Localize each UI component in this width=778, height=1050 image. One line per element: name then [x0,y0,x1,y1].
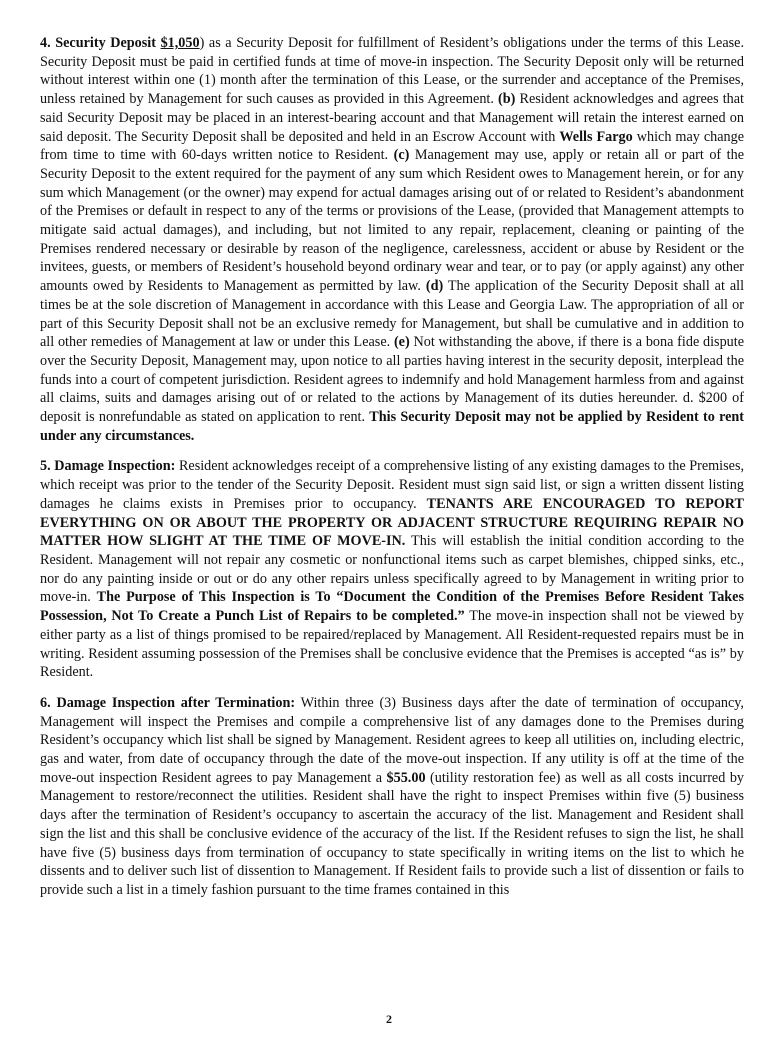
body-text: Management may use, apply or retain all or part of the Security Deposit to the extent required for the payment of any sum which Resident owes to Management herein, or for any sum which Management (or the owner) may expend for actual damages arising out of or related to Resident’s abandonment of the Premises or default in respect to any of the terms or provisions of the Lease, (provided that Management attempts to mitigate said actual damages), and including, but not limited to any repair, replacement, cleaning or painting of the Premises rendered necessary or desirable by reason of the negligence, carelessness, accident or abuse by Resident or the invitees, guests, or members of Resident’s household beyond ordinary wear and tear, or to pay (or apply against) any other amounts owed by Residents to Management as permitted by law. [40,147,745,295]
deposit-amount: $1,050 [160,35,200,51]
body-text: This will establish the initial condition according to the Resident. Management will not repair any cosmetic or nonfunctional items such as carpet blemishes, chipped sinks, etc., nor do any painting inside or out or do any other repairs unless specifically agreed to by Management in writing prior to move-in. [40,533,744,606]
body-text: Within three (3) Business days after the date of termination of occupancy, Management will inspect the Premises and compile a comprehensive list of any damages done to the Premises during Resident’s occupancy which list shall be signed by Management. Resident agrees to keep all utilities on, including electric, gas and water, from date of occupancy through the date of the move-out inspection. If any utility is off at the time of the move-out inspection Resident agrees to pay Management a [40,694,744,786]
emphasis-text: TENANTS ARE ENCOURAGED TO REPORT EVERYTHING ON OR ABOUT THE PROPERTY OR ADJACENT STRUCTURE REQUIRING REPAIR NO MATTER HOW SLIGHT AT THE TIME OF MOVE-IN. [40,495,744,550]
clause-label: (b) [498,91,516,108]
bank-name: Wells Fargo [559,128,633,145]
document-page [40,34,744,912]
body-text: Resident acknowledges and agrees that said Security Deposit may be placed in an interest-bearing account and that Management will retain the interest earned on said deposit. The Security Deposit shall be deposited and held in an Escrow Account with [40,91,744,145]
section-heading: 4. Security Deposit [40,35,156,51]
body-text: which may change from time to time with 60-days written notice to Resident. [40,128,744,164]
section-security-deposit [40,34,744,445]
emphasis-text: This Security Deposit may not be applied by Resident to rent under any circumstances. [40,409,745,444]
clause-label: (e) [393,334,410,351]
clause-label: (c) [393,147,410,164]
section-heading: 6. Damage Inspection after Termination: [40,694,296,711]
body-text: The application of the Security Deposit shall at all times be at the sole discretion of Management in accordance with this Lease and Georgia Law. The appropriation of all or part of this Security Deposit shall not be an exclusive remedy for Management, but shall be cumulative and in addition to all other remedies of Management at law or under this Lease. [40,278,745,351]
body-text: Resident acknowledges receipt of a comprehensive listing of any existing damages to the Premises, which receipt was prior to the tender of the Security Deposit. Resident must sign said list, or sign a written dissent listing damages he claims exists in Premises prior to occupancy. [40,458,745,512]
section-damage-inspection [40,457,744,681]
emphasis-text: The Purpose of This Inspection is To “Document the Condition of the Premises Before Resident Takes Possession, Not To Create a Punch List of Repairs to be completed.” [40,589,745,625]
page-number: 2 [386,1012,392,1026]
body-text: ) as a Security Deposit for fulfillment of Resident’s obligations under the terms of this Lease. Security Deposit must be paid in certified funds at time of move-in inspection. The Security Deposit only will be returned without interest within one (1) month after the termination of this Lease, or the surrender and acceptance of the Premises, unless retained by Management for such causes as provided in this Agreement. [40,35,744,108]
body-text: The move-in inspection shall not be viewed by either party as a list of things promised to be repaired/replaced by Management. All Resident-requested repairs must be in writing. Resident assuming possession of the Premises shall be conclusive evidence that the Premises is accepted “as is” by Resident. [40,608,744,681]
clause-label: (d) [425,278,444,295]
body-text: (utility restoration fee) as well as all costs incurred by Management to restore/reconnect the utilities. Resident shall have the right to inspect Premises within five (5) business days after the termination of Resident’s occupancy to ascertain the accuracy of the list. Management and Resident shall sign the list and this shall be conclusive evidence of the accuracy of the list. If the Resident refuses to sign the list, he shall have five (5) business days from termination of occupancy to state specifically in writing items on the list to which he dissents and to deliver such list of dissention to Management. If Resident fails to provide such a list of dissention or fails to provide such a list in a timely fashion pursuant to the time frames contained in this [40,769,745,898]
section-inspection-after-termination [40,694,744,900]
section-heading: 5. Damage Inspection: [40,458,176,475]
body-text: Not withstanding the above, if there is a bona fide dispute over the Security Deposit, Management may, upon notice to all parties having interest in the security deposit, interplead the funds into a court of competent jurisdiction. Resident agrees to indemnify and hold Management harmless from and against all claims, suits and damages arising out of or related to the actions by Management of its duties hereunder. d. $200 of deposit is nonrefundable as stated on application to rent. [40,334,744,426]
utility-fee: $55.00 [386,769,426,786]
